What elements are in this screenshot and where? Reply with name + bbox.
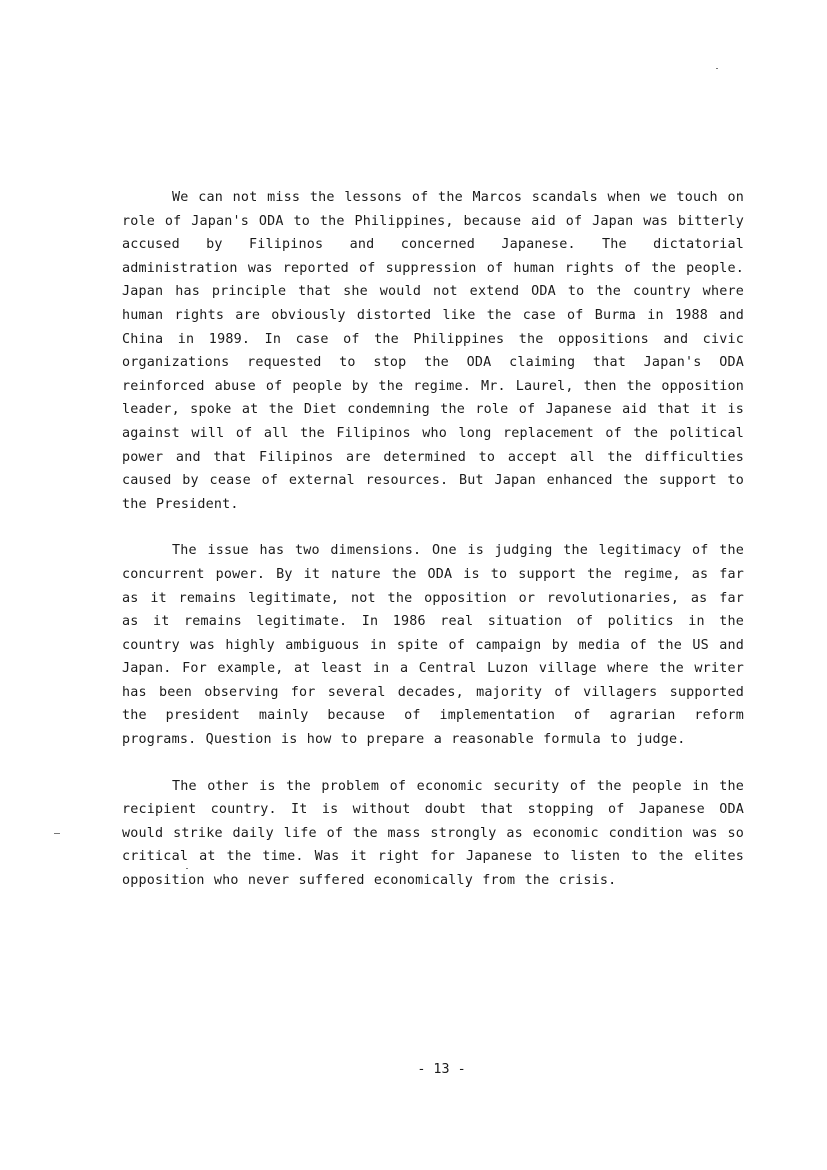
scan-speck	[54, 833, 60, 834]
paragraph-marcos-lessons: We can not miss the lessons of the Marcos scandals when we touch on role of Japan's ODA to the Philippines, because aid of Japan was bitterly accused by Filipinos and concerned Japanese. The dictatorial administration was reported of suppression of human rights of the people. Japan has principle that she would not extend ODA to the country where human rights are obviously distorted like the case of Burma in 1988 and China in 1989. In case of the Philippines the oppositions and civic organizations requested to stop the ODA claiming that Japan's ODA reinforced abuse of people by the regime. Mr. Laurel, then the opposition leader, spoke at the Diet condemning the role of Japanese aid that it is against will of all the Filipinos who long replacement of the political power and that Filipinos are determined to accept all the difficulties caused by cease of external resources. But Japan enhanced the support to the President.	[122, 190, 744, 512]
paragraph-economic-security: The other is the problem of economic security of the people in the recipient country. It is without doubt that stopping of Japanese ODA would strike daily life of the mass strongly as economic condition was so critical at the time. Was it right for Japanese to listen to the elites opposition who never suffered economically from the crisis.	[122, 778, 744, 889]
body-text	[122, 186, 744, 893]
scan-speck	[186, 868, 188, 869]
paragraph-two-dimensions: The issue has two dimensions. One is judging the legitimacy of the concurrent power. By it nature the ODA is to support the regime, as far as it remains legitimate, not the opposition or revolutionaries, as far as it remains legitimate. In 1986 real situation of politics in the country was highly ambiguous in spite of campaign by media of the US and Japan. For example, at least in a Central Luzon village where the writer has been observing for several decades, majority of villagers supported the president mainly because of implementation of agrarian reform programs. Question is how to prepare a reasonable formula to judge.	[122, 543, 744, 748]
page-number: - 13 -	[417, 1062, 466, 1077]
scan-speck	[716, 68, 718, 69]
